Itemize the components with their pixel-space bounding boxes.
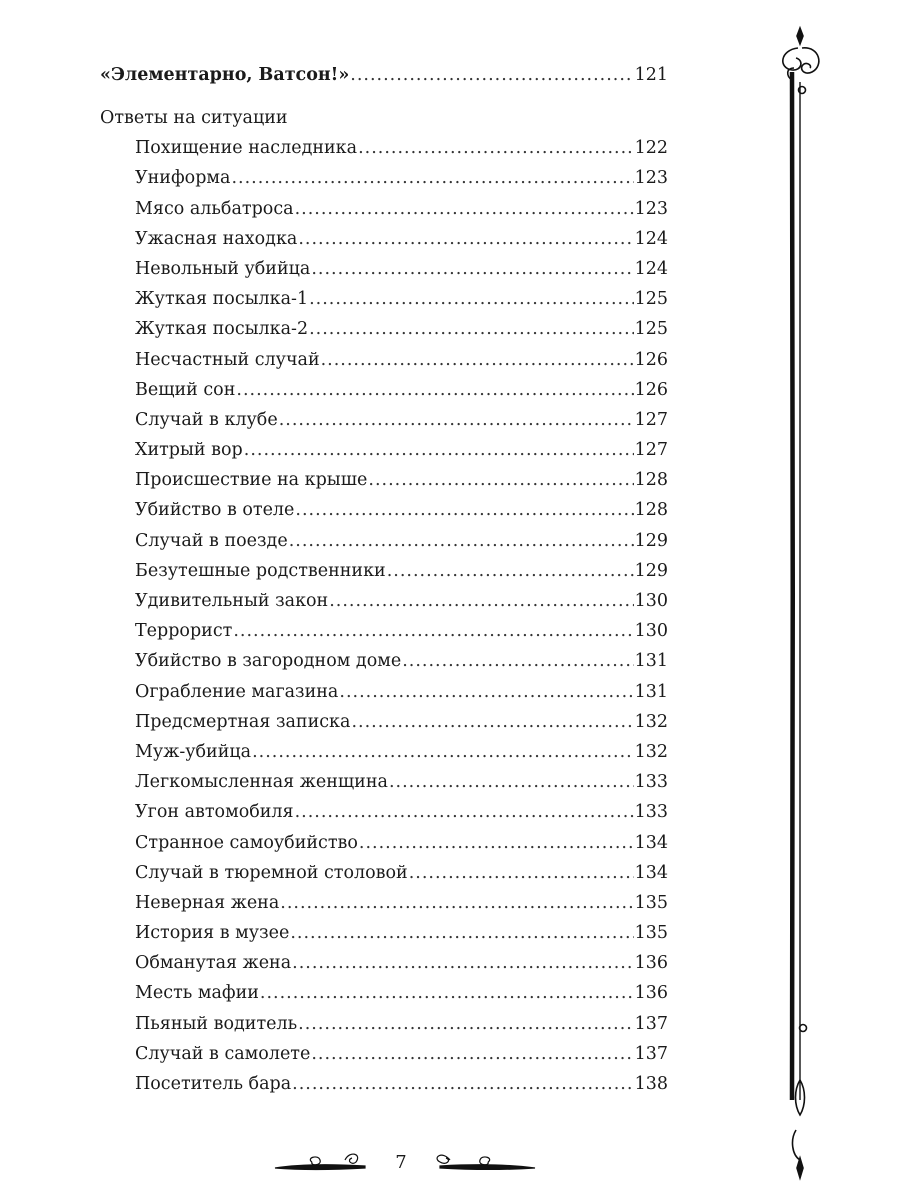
toc-entry-title: Похищение наследника [135,138,358,159]
footer-left-flourish-icon [275,1154,365,1169]
toc-entry-title: Несчастный случай [135,349,320,370]
dot-leader [311,1039,633,1069]
toc-entry [100,858,668,888]
toc-entry [100,375,668,405]
toc-entry-page: 133 [634,772,668,793]
dot-leader [358,133,634,163]
dot-leader [295,797,634,827]
footer-ornament [0,1140,900,1188]
toc-entry-page: 137 [634,1013,668,1034]
toc-entry [100,465,668,495]
dot-leader [252,737,634,767]
dot-leader [290,918,633,948]
toc-entry-title: Террорист [135,621,233,642]
toc-entry-page: 123 [634,198,668,219]
toc-entry [100,495,668,525]
toc-entry-title: Случай в клубе [135,409,278,430]
toc-entry-title: Убийство в загородном доме [135,651,402,672]
toc-entry [100,677,668,707]
dot-leader [298,224,633,254]
toc-entry-title: Случай в самолете [135,1043,311,1064]
toc-entry-title: Жуткая посылка-1 [135,289,309,310]
dot-leader [295,495,633,525]
toc-entry [100,254,668,284]
toc-entry-page: 130 [634,591,668,611]
dot-leader [236,375,633,405]
toc-entry-page: 128 [634,470,668,491]
footer-right-flourish-icon [437,1155,535,1169]
toc-entry [100,918,668,948]
toc-entry-page: 137 [634,1043,668,1064]
dot-leader [339,677,633,707]
dot-leader [387,556,634,586]
toc-entry [100,1039,668,1069]
toc-entry-title: Угон автомобиля [135,802,294,823]
toc-entry-page: 128 [634,500,668,521]
page-number: 7 [395,1152,407,1173]
toc-entry-title: Ограбление магазина [135,681,339,702]
dot-leader [280,888,633,918]
toc-entry [100,1009,668,1039]
dot-leader [351,707,633,737]
dot-leader [295,194,634,224]
dot-leader [292,948,633,978]
dot-leader [244,435,634,465]
decorative-border [770,20,830,1185]
toc-entry-page: 129 [634,560,668,581]
toc-entry-title: Ужасная находка [135,228,298,249]
toc-entry-title: Посетитель бара [135,1074,292,1094]
toc-entry-page: 138 [634,1074,668,1094]
table-of-contents [100,60,668,1099]
toc-entry-title: Муж-убийца [135,741,252,762]
toc-entry-page: 135 [634,923,668,944]
toc-entry-title: Жуткая посылка-2 [135,319,309,340]
toc-entry [100,948,668,978]
toc-entry-title: Хитрый вор [135,440,243,461]
toc-entry [100,284,668,314]
dot-leader [368,465,633,495]
toc-entry-page: 126 [634,379,668,400]
toc-entry [100,1069,668,1099]
toc-entry [100,314,668,344]
toc-entry-title: Месть мафии [135,983,259,1004]
toc-entry-title: «Элементарно, Ватсон!» [100,65,350,85]
toc-entry-page: 125 [634,289,668,310]
toc-entry-title: Случай в тюремной столовой [135,862,408,883]
toc-entry-page: 131 [634,651,668,672]
toc-entry-page: 133 [634,802,668,823]
toc-entry-title: История в музее [135,923,290,944]
toc-entry [100,133,668,163]
toc-entry [100,194,668,224]
border-outer-line [792,72,793,1100]
toc-entry [100,345,668,375]
toc-entry [100,526,668,556]
toc-entry-top [100,60,668,90]
toc-entry [100,224,668,254]
dot-leader [309,284,634,314]
toc-entry-page: 123 [634,168,668,189]
toc-entry [100,767,668,797]
toc-entry-page: 135 [634,892,668,913]
toc-entry-page: 129 [634,530,668,551]
toc-entry [100,707,668,737]
toc-entry-page: 127 [634,409,668,430]
toc-entry-title: Происшествие на крыше [135,470,368,491]
toc-entry-page: 132 [634,741,668,762]
dot-leader [402,646,633,676]
toc-entry-page: 124 [634,228,668,249]
toc-entry-page: 125 [634,319,668,340]
dot-leader [231,163,633,193]
toc-entry [100,435,668,465]
dot-leader [329,586,633,616]
toc-entry-title: Безутешные родственники [135,560,386,581]
toc-entry-page: 134 [634,832,668,853]
border-top-flourish-icon [783,28,819,94]
toc-entry-title: Странное самоубийство [135,832,358,853]
toc-entry-page: 136 [634,953,668,974]
toc-entry [100,163,668,193]
dot-leader [260,978,634,1008]
toc-entry-page: 136 [634,983,668,1004]
dot-leader [289,526,634,556]
toc-entry [100,556,668,586]
toc-entry-page: 131 [634,681,668,702]
toc-entry-title: Мясо альбатроса [135,198,294,219]
toc-entry [100,586,668,616]
toc-entry-title: Предсмертная записка [135,711,351,732]
toc-entry [100,646,668,676]
dot-leader [233,616,633,646]
toc-entry [100,797,668,827]
toc-entry-page: 126 [634,349,668,370]
toc-entry-page: 122 [634,138,668,159]
toc-entry [100,616,668,646]
toc-entry-title: Удивительный закон [135,591,329,611]
toc-entry [100,737,668,767]
toc-entry-title: Неверная жена [135,892,280,913]
toc-entry-page: 130 [634,621,668,642]
dot-leader [292,1069,633,1099]
toc-entry-title: Пьяный водитель [135,1013,298,1034]
toc-entry-list [100,133,668,1099]
toc-entry-title: Невольный убийца [135,258,311,279]
dot-leader [389,767,634,797]
toc-entry [100,888,668,918]
toc-entry-title: Вещий сон [135,379,236,400]
toc-entry-page: 132 [634,711,668,732]
dot-leader [359,828,634,858]
toc-entry-title: Случай в поезде [135,530,288,551]
section-header: Ответы на ситуации [100,108,288,129]
dot-leader [311,254,633,284]
toc-entry [100,828,668,858]
toc-entry [100,405,668,435]
dot-leader [321,345,634,375]
dot-leader [309,314,634,344]
toc-entry-page: 124 [634,258,668,279]
toc-entry [100,978,668,1008]
dot-leader [350,60,633,90]
toc-entry-title: Униформа [135,168,231,189]
toc-entry-page: 121 [634,65,668,85]
toc-entry-title: Убийство в отеле [135,500,295,521]
dot-leader [298,1009,633,1039]
toc-entry-page: 134 [634,862,668,883]
dot-leader [279,405,634,435]
dot-leader [409,858,634,888]
toc-entry-title: Обманутая жена [135,953,292,974]
toc-entry-page: 127 [634,440,668,461]
toc-entry-title: Легкомысленная женщина [135,772,388,793]
